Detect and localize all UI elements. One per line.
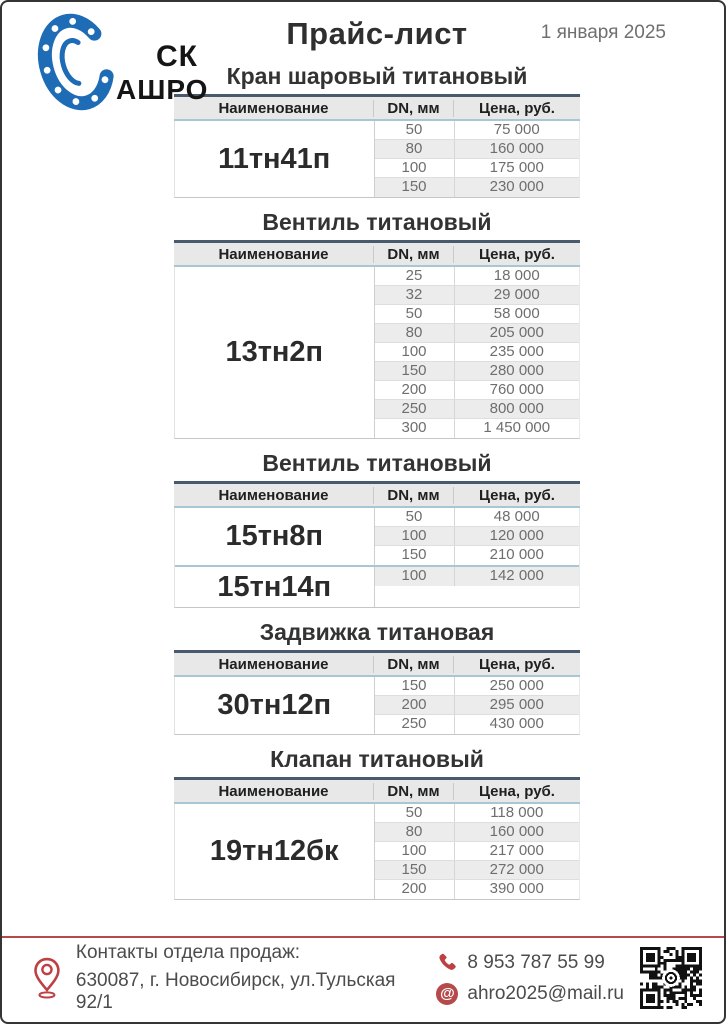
date-label: 1 января 2025	[540, 22, 666, 43]
table-row	[375, 400, 580, 419]
dn-price-rows	[375, 677, 580, 734]
email-icon: @	[436, 983, 458, 1005]
product-name: 13тн2п	[175, 267, 375, 438]
price-cell: 280 000	[489, 362, 544, 379]
table-row	[375, 508, 580, 527]
price-cell: 272 000	[489, 861, 544, 878]
dn-cell: 50	[375, 804, 455, 822]
dn-cell: 25	[375, 267, 455, 285]
location-pin-icon	[32, 956, 62, 1000]
price-cell: 48 000	[493, 508, 540, 525]
price-section	[2, 198, 724, 439]
dn-cell: 150	[375, 546, 455, 565]
table-header-row	[174, 240, 580, 267]
dn-cell: 200	[375, 381, 455, 399]
table-body	[174, 121, 580, 198]
table-row	[375, 305, 580, 324]
price-cell: 120 000	[489, 527, 544, 544]
table-body	[174, 508, 580, 608]
address-block	[32, 942, 436, 1014]
price-table	[174, 650, 580, 735]
column-header-dn: DN, мм	[374, 783, 454, 800]
table-body	[174, 267, 580, 439]
product-group	[175, 508, 579, 565]
dn-price-rows	[375, 121, 580, 197]
table-header-row	[174, 481, 580, 508]
price-cell: 800 000	[489, 400, 544, 417]
table-body	[174, 677, 580, 735]
dn-cell: 80	[375, 324, 455, 342]
section-title: Вентиль титановый	[262, 450, 492, 476]
price-cell: 118 000	[490, 804, 544, 821]
product-group	[175, 565, 579, 607]
dn-cell: 80	[375, 140, 455, 158]
column-header-dn: DN, мм	[374, 100, 454, 117]
dn-cell: 80	[375, 823, 455, 841]
dn-cell: 250	[375, 715, 455, 734]
table-row	[375, 159, 580, 178]
logo-text-line1: СК	[156, 40, 198, 73]
product-name: 15тн14п	[175, 567, 375, 607]
price-cell: 175 000	[489, 159, 544, 176]
column-header-dn: DN, мм	[374, 246, 454, 263]
table-row	[375, 823, 580, 842]
price-table	[174, 481, 580, 608]
table-row	[375, 696, 580, 715]
price-cell: 250 000	[489, 677, 544, 694]
column-header-price: Цена, руб.	[479, 782, 555, 800]
table-row	[375, 804, 580, 823]
dn-cell: 150	[375, 861, 455, 879]
contacts-footer	[2, 936, 724, 1022]
price-sections	[2, 52, 724, 900]
product-name: 19тн12бк	[175, 804, 375, 899]
price-cell: 160 000	[489, 823, 544, 840]
column-header-name: Наименование	[174, 100, 374, 117]
table-row	[375, 381, 580, 400]
table-row	[375, 267, 580, 286]
column-header-name: Наименование	[174, 656, 374, 673]
table-row	[375, 419, 580, 438]
product-name: 15тн8п	[175, 508, 375, 565]
column-header-name: Наименование	[174, 246, 374, 263]
contacts-label: Контакты отдела продаж:	[75, 942, 301, 963]
price-table	[174, 777, 580, 900]
section-title: Клапан титановый	[270, 746, 484, 772]
table-header-row	[174, 94, 580, 121]
dn-cell: 100	[375, 527, 455, 545]
section-title: Кран шаровый титановый	[226, 63, 528, 89]
column-header-price: Цена, руб.	[479, 99, 555, 117]
table-row	[375, 880, 580, 899]
table-row	[375, 324, 580, 343]
table-row	[375, 527, 580, 546]
table-row	[375, 286, 580, 305]
column-header-name: Наименование	[174, 783, 374, 800]
dn-cell: 50	[375, 121, 455, 139]
column-header-name: Наименование	[174, 487, 374, 504]
table-row	[375, 715, 580, 734]
table-row	[375, 121, 580, 140]
price-cell: 210 000	[489, 546, 544, 563]
product-name: 11тн41п	[175, 121, 375, 197]
table-header-row	[174, 650, 580, 677]
product-group	[175, 267, 579, 438]
price-cell: 160 000	[489, 140, 544, 157]
dn-cell: 150	[375, 178, 455, 197]
table-row	[375, 178, 580, 197]
dn-cell: 50	[375, 508, 455, 526]
dn-cell: 50	[375, 305, 455, 323]
column-header-dn: DN, мм	[374, 487, 454, 504]
table-row	[375, 677, 580, 696]
table-body	[174, 804, 580, 900]
price-cell: 75 000	[493, 121, 540, 138]
table-row	[375, 567, 580, 586]
table-row	[375, 343, 580, 362]
page-title: Прайс-лист	[286, 16, 468, 51]
product-name: 30тн12п	[175, 677, 375, 734]
price-cell: 1 450 000	[483, 419, 551, 436]
dn-cell: 100	[375, 567, 455, 586]
price-cell: 430 000	[489, 715, 544, 732]
dn-price-rows	[375, 567, 580, 607]
dn-cell: 100	[375, 343, 455, 361]
price-section	[2, 608, 724, 735]
table-row	[375, 861, 580, 880]
dn-cell: 150	[375, 362, 455, 380]
dn-price-rows	[375, 267, 580, 438]
price-table	[174, 94, 580, 198]
phone-email-block	[436, 952, 624, 1005]
price-section	[2, 735, 724, 900]
section-title: Вентиль титановый	[262, 209, 492, 235]
company-logo	[32, 10, 214, 118]
phone-number: 8 953 787 55 99	[467, 951, 605, 973]
column-header-price: Цена, руб.	[479, 486, 555, 504]
table-header-row	[174, 777, 580, 804]
price-cell: 390 000	[489, 880, 544, 897]
price-cell: 235 000	[489, 343, 544, 360]
email-address: ahro2025@mail.ru	[467, 982, 624, 1004]
price-section	[2, 439, 724, 608]
product-group	[175, 804, 579, 899]
dn-cell: 250	[375, 400, 455, 418]
product-group	[175, 121, 579, 197]
column-header-price: Цена, руб.	[479, 655, 555, 673]
price-cell: 29 000	[493, 286, 540, 303]
qr-code	[640, 947, 702, 1009]
product-group	[175, 677, 579, 734]
address-text: 630087, г. Новосибирск, ул.Тульская 92/1	[75, 970, 396, 1013]
dn-price-rows	[375, 508, 580, 565]
dn-cell: 150	[375, 677, 455, 695]
price-cell: 18 000	[493, 267, 540, 284]
price-cell: 217 000	[489, 842, 544, 859]
price-cell: 760 000	[489, 381, 544, 398]
column-header-dn: DN, мм	[374, 656, 454, 673]
price-cell: 230 000	[489, 178, 544, 195]
dn-cell: 100	[375, 842, 455, 860]
column-header-price: Цена, руб.	[479, 245, 555, 263]
table-row	[375, 362, 580, 381]
logo-text-line2: АШРО	[116, 74, 209, 105]
dn-cell: 100	[375, 159, 455, 177]
table-row	[375, 546, 580, 565]
section-title: Задвижка титановая	[259, 619, 495, 645]
dn-cell: 32	[375, 286, 455, 304]
table-row	[375, 842, 580, 861]
dn-cell: 200	[375, 696, 455, 714]
table-row	[375, 140, 580, 159]
price-cell: 58 000	[493, 305, 540, 322]
dn-cell: 200	[375, 880, 455, 899]
price-cell: 205 000	[489, 324, 544, 341]
price-cell: 142 000	[489, 567, 544, 584]
price-cell: 295 000	[489, 696, 544, 713]
email-row	[436, 983, 624, 1005]
phone-row	[436, 952, 624, 974]
dn-cell: 300	[375, 419, 455, 438]
price-table	[174, 240, 580, 439]
dn-price-rows	[375, 804, 580, 899]
phone-icon	[436, 952, 458, 974]
